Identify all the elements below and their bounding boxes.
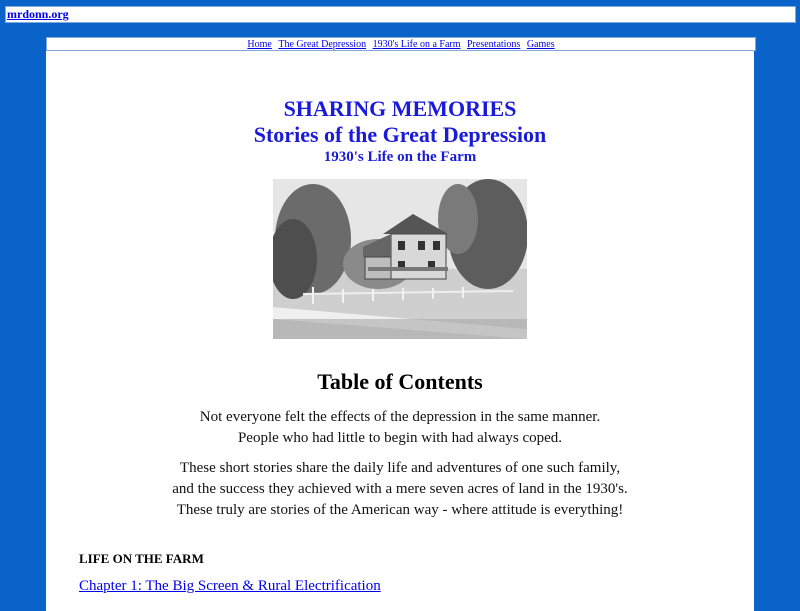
intro-line-1: Not everyone felt the effects of the depression in the same manner. (199, 409, 601, 425)
intro-paragraph (46, 407, 754, 449)
main-navigation (46, 37, 756, 51)
page-title: SHARING MEMORIES (283, 96, 517, 121)
section-heading: LIFE ON THE FARM (79, 551, 204, 566)
main-content (46, 51, 754, 611)
description-line-1: These short stories share the daily life and adventures of one such family, (179, 460, 621, 476)
farmhouse-photo (273, 179, 527, 339)
nav-presentations[interactable]: Presentations (467, 39, 521, 50)
intro-line-2: People who had little to begin with had always coped. (237, 430, 563, 446)
nav-home[interactable]: Home (247, 39, 272, 50)
toc-heading: Table of Contents (317, 369, 483, 394)
chapter-1-link[interactable]: Chapter 1: The Big Screen & Rural Electrification (79, 578, 381, 594)
page-subtitle: Stories of the Great Depression (253, 122, 547, 147)
description-line-3: These truly are stories of the American way - where attitude is everything! (176, 502, 624, 518)
description-paragraph (46, 458, 754, 521)
page-tagline: 1930's Life on the Farm (323, 149, 477, 165)
nav-games[interactable]: Games (526, 39, 555, 50)
nav-great-depression[interactable]: The Great Depression (278, 39, 367, 50)
nav-life-on-farm[interactable]: 1930's Life on a Farm (372, 39, 461, 50)
site-header-bar (5, 6, 796, 23)
description-line-2: and the success they achieved with a mere seven acres of land in the 1930's. (172, 481, 628, 497)
site-home-link[interactable]: mrdonn.org (7, 7, 69, 21)
